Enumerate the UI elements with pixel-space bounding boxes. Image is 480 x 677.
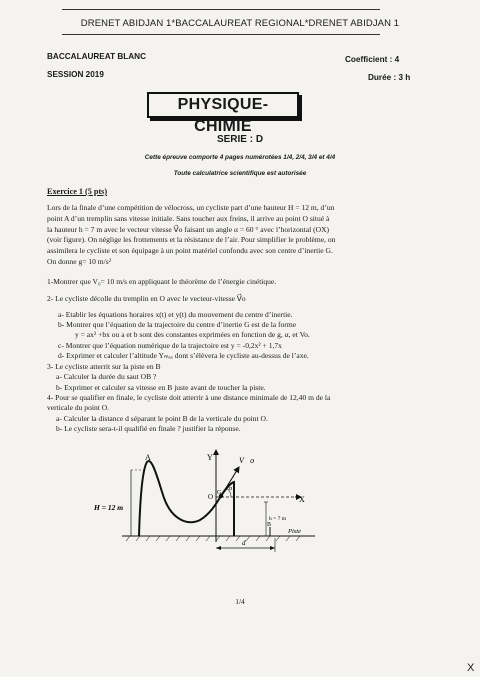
intro-line: la hauteur h = 7 m avec le vecteur vitesse V⃗o faisant un angle α = 60 ° avec l’horizontal (OX) [47, 224, 330, 234]
question-3: 3- Le cycliste atterrit sur la piste en B [47, 362, 161, 371]
label-H: H = 12 m [94, 503, 124, 512]
label-piste: Piste [288, 528, 301, 535]
question-2: 2- Le cycliste décolle du tremplin en O avec le vecteur-vitesse V⃗o [47, 294, 246, 303]
label-alpha: α [229, 486, 233, 492]
header-bottom-rule [62, 34, 380, 35]
question-2c: c- Montrer que l’équation numérique de la trajectoire est y = -0,2x² + 1,7x [58, 341, 282, 350]
label-A: A [145, 453, 151, 462]
question-2a: a- Etablir les équations horaires x(t) et y(t) du mouvement du centre d’inertie. [58, 310, 293, 319]
intro-line: point A d’un tremplin sans vitesse initiale. Sans toucher aux freins, il arrive au point O situé à [47, 213, 330, 223]
question-4a: a- Calculer la distance d séparant le point B de la verticale du point O. [56, 414, 268, 423]
question-1: 1-Montrer que V₀= 10 m/s en appliquant le théorème de l’énergie cinétique. [47, 277, 277, 286]
label-Y: Y [207, 453, 213, 462]
ground-hatching [126, 536, 300, 541]
intro-line: (voir figure). On néglige les frottements et la résistance de l’air. Pour simplifier le problème, on [47, 235, 336, 245]
label-d: d [242, 539, 246, 547]
intro-line: On donne g= 10 m/s² [47, 256, 111, 266]
question-3b: b- Exprimer et calculer sa vitesse en B juste avant de toucher la piste. [56, 383, 266, 392]
label-G: G [217, 490, 222, 496]
header-banner: DRENET ABIDJAN 1*BACCALAUREAT REGIONAL*DRENET ABIDJAN 1 [80, 18, 400, 29]
question-4-cont: verticale du point O. [47, 403, 110, 412]
label-X: X [299, 495, 305, 504]
page-number: 1/4 [235, 597, 245, 606]
label-B: B [267, 522, 272, 528]
exam-coefficient: Coefficient : 4 [345, 55, 400, 64]
question-3a: a- Calculer la durée du saut OB ? [56, 372, 157, 381]
exam-duration: Durée : 3 h [368, 73, 411, 82]
label-h: h = 7 m [269, 516, 287, 522]
trajectory-figure [94, 440, 330, 565]
subject-title: PHYSIQUE-CHIMIE [177, 96, 269, 135]
series-label: SERIE : D [216, 134, 264, 145]
corner-mark: X [467, 662, 475, 674]
header-top-rule [62, 9, 380, 10]
calculator-note: Toute calculatrice scientifique est autorisée [173, 170, 307, 177]
exercise-intro [47, 203, 402, 268]
label-Vo: V⃗o [239, 456, 255, 465]
question-4b: b- Le cycliste sera-t-il qualifié en finale ? justifier la réponse. [56, 424, 241, 433]
intro-line: Lors de la finale d’une compétition de vélocross, un cycliste part d’une hauteur H = 12 m, d’un [47, 203, 335, 212]
question-4: 4- Pour se qualifier en finale, le cycliste doit atterrir à une distance minimale de 12,40 m de la [47, 393, 331, 402]
exam-name: BACCALAUREAT BLANC [47, 52, 146, 61]
pages-note: Cette épreuve comporte 4 pages numérotées 1/4, 2/4, 3/4 et 4/4 [144, 154, 336, 161]
label-O: O [208, 493, 214, 501]
question-2b-cont: y = ax² +bx ou a et b sont des constantes exprimées en fonction de g, α, et Vo. [75, 330, 310, 339]
question-2b: b- Montrer que l’équation de la trajectoire du centre d’inertie G est de la forme [58, 320, 297, 329]
question-2d: d- Exprimer et calculer l’altitude Yₘₐₓ dont s’élèvera le cycliste au-dessus de l’axe. [58, 351, 309, 360]
track-curve [139, 461, 234, 536]
exercise-title: Exercice 1 (5 pts) [47, 187, 108, 196]
intro-line: assimilera le cycliste et son équipage à un point matériel confondu avec son centre d’inertie G. [47, 246, 333, 256]
subject-title-box [147, 92, 299, 135]
exam-session: SESSION 2019 [47, 70, 104, 79]
